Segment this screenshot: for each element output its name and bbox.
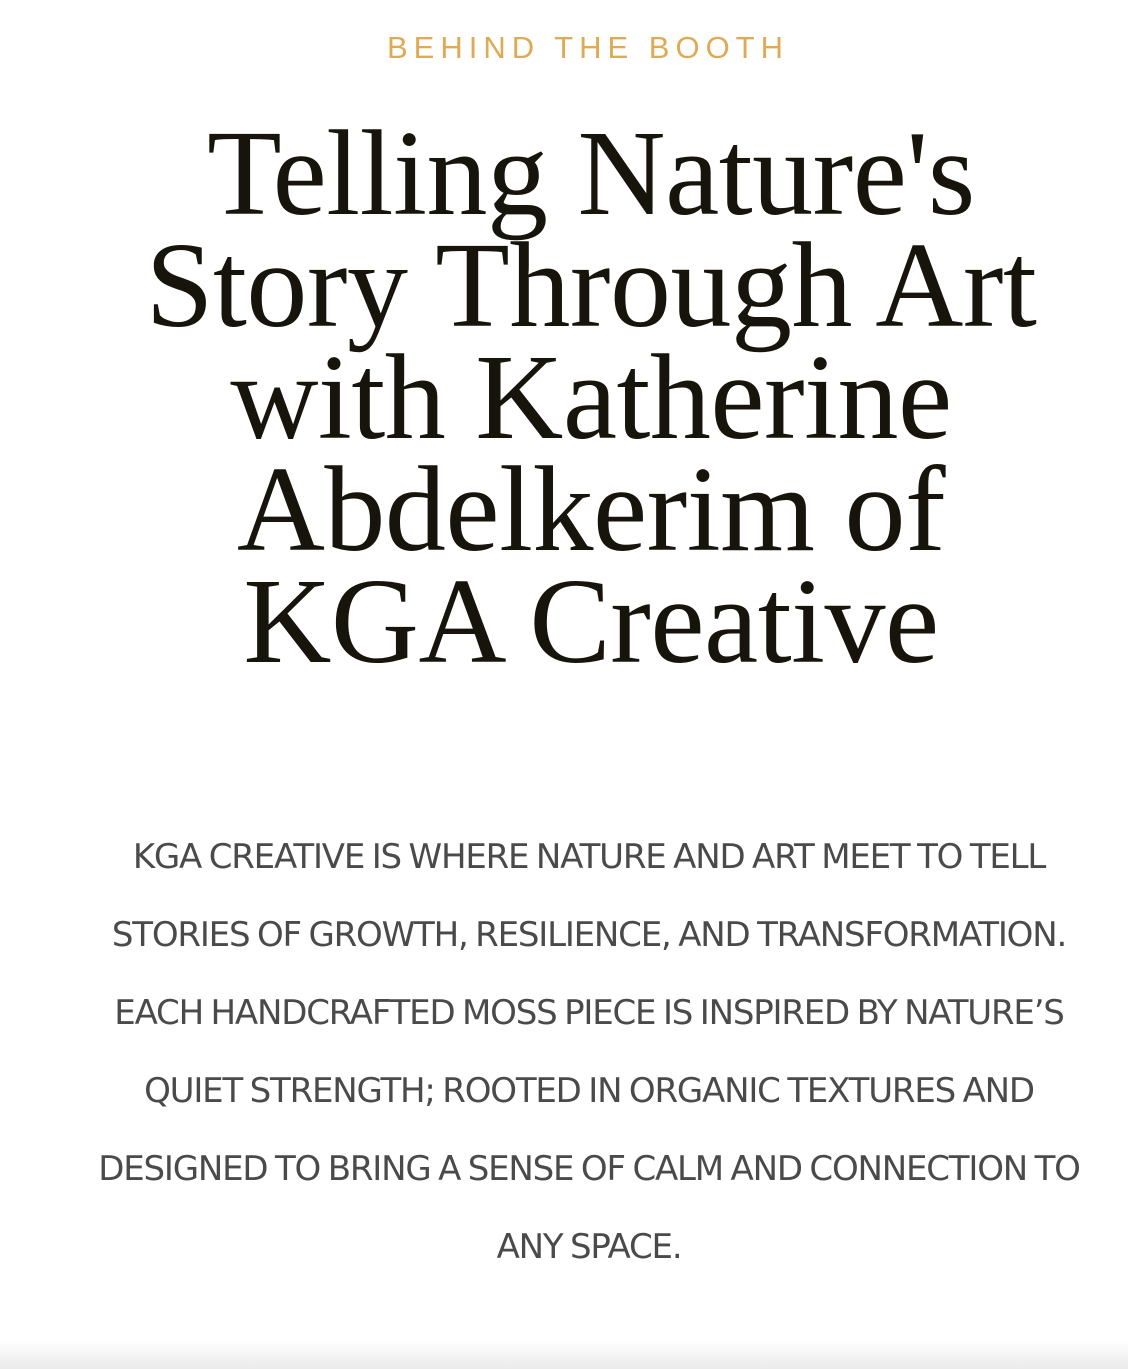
article-title: Telling Nature's Story Through Art with Katherine Abdelkerim of KGA Creative (145, 106, 1037, 689)
intro-paragraph: KGA CREATIVE IS WHERE NATURE AND ART MEET TO TELL STORIES OF GROWTH, RESILIENCE, AND TRANSFORMATION. EACH HANDCRAFTED MOSS PIECE IS INSPIRED BY NATURE’S QUIET STRENGTH; ROOTED IN ORGANIC TEXTURES AND DESIGNED TO BRING A SENSE OF CALM AND CONNECTION TO ANY SPACE. (98, 837, 1080, 1267)
section-eyebrow: BEHIND THE BOOTH (386, 30, 790, 65)
bottom-fade (0, 1341, 1128, 1369)
